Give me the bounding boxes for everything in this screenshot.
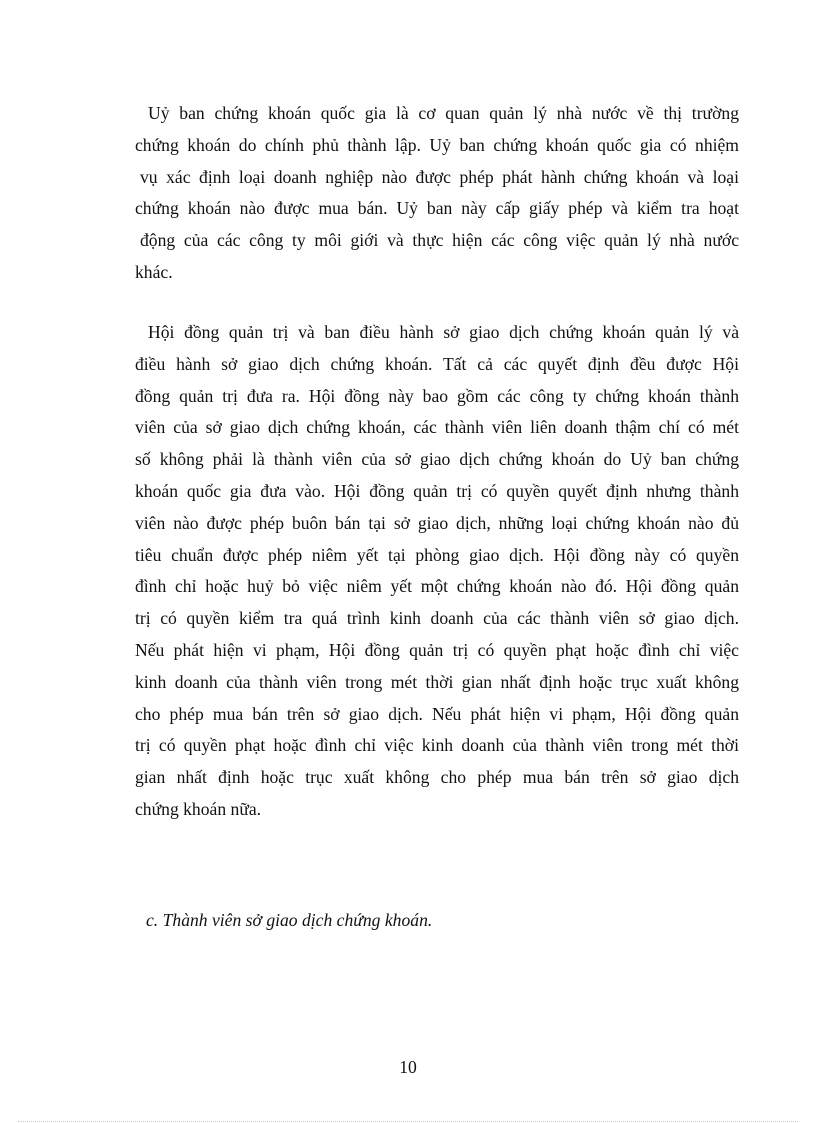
text-line: chứng khoán nào được mua bán. Uỷ ban này cấp giấy phép và kiểm tra hoạt — [135, 198, 739, 219]
text-line: vụ xác định loại doanh nghiệp nào được phép phát hành chứng khoán và loại — [140, 166, 739, 187]
text-line: Uỷ ban chứng khoán quốc gia là cơ quan quản lý nhà nước về thị trường — [148, 103, 739, 123]
section-heading-c: c. Thành viên sở giao dịch chứng khoán. — [146, 910, 433, 930]
text-line: Hội đồng quản trị và ban điều hành sở giao dịch chứng khoán quản lý và — [148, 322, 739, 342]
text-line: trị có quyền phạt hoặc đình chỉ việc kinh doanh của thành viên trong mét thời — [135, 735, 739, 756]
paragraph-state-securities-commission — [135, 98, 739, 289]
text-line: đình chỉ hoặc huỷ bỏ việc niêm yết một chứng khoán nào đó. Hội đồng quản — [135, 576, 739, 597]
text-line: gian nhất định hoặc trục xuất không cho phép mua bán trên sở giao dịch — [135, 767, 739, 788]
text-line: trị có quyền kiểm tra quá trình kinh doanh của các thành viên sở giao dịch. — [135, 608, 739, 629]
text-line: số không phải là thành viên của sở giao dịch chứng khoán do Uỷ ban chứng — [135, 449, 739, 470]
text-line: đồng quản trị đưa ra. Hội đồng này bao gồm các công ty chứng khoán thành — [135, 385, 739, 406]
page-bottom-divider — [18, 1121, 798, 1122]
text-line: khoán quốc gia đưa vào. Hội đồng quản trị có quyền quyết định nhưng thành — [135, 480, 739, 501]
text-line: cho phép mua bán trên sở giao dịch. Nếu phát hiện vi phạm, Hội đồng quản — [135, 703, 739, 724]
text-line: khác. — [135, 261, 173, 282]
text-line: tiêu chuẩn được phép niêm yết tại phòng giao dịch. Hội đồng này có quyền — [135, 544, 739, 565]
page-number: 10 — [399, 1057, 417, 1077]
paragraph-board-of-directors — [135, 317, 739, 826]
text-line: động của các công ty môi giới và thực hiện các công việc quản lý nhà nước — [140, 230, 739, 251]
text-line: chứng khoán do chính phủ thành lập. Uỷ ban chứng khoán quốc gia có nhiệm — [135, 134, 739, 155]
text-line: chứng khoán nữa. — [135, 798, 262, 819]
text-line: điều hành sở giao dịch chứng khoán. Tất cả các quyết định đều được Hội — [135, 353, 739, 374]
text-line: viên nào được phép buôn bán tại sở giao dịch, những loại chứng khoán nào đủ — [135, 512, 739, 533]
text-line: viên của sở giao dịch chứng khoán, các thành viên liên doanh thậm chí có mét — [135, 417, 739, 438]
text-line: Nếu phát hiện vi phạm, Hội đồng quản trị có quyền phạt hoặc đình chỉ việc — [135, 639, 739, 660]
text-line: kinh doanh của thành viên trong mét thời gian nhất định hoặc trục xuất không — [135, 671, 739, 692]
